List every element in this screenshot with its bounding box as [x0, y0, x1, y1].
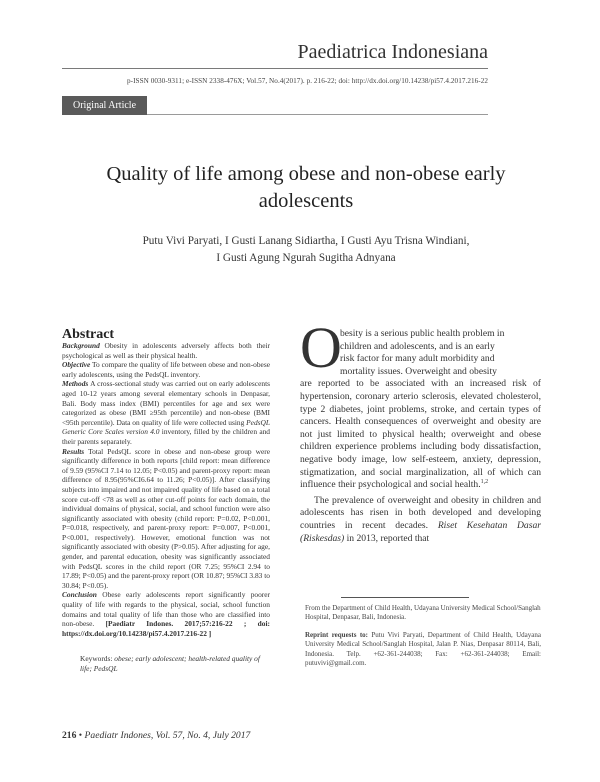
background-text: Obesity in adolescents adversely affects both their psychological as well as their physical health.	[62, 341, 270, 360]
keywords-label: Keywords:	[80, 654, 113, 663]
abstract-objective	[62, 360, 270, 379]
background-label: Background	[62, 341, 100, 350]
drop-cap: O	[300, 315, 342, 380]
badge-rule	[147, 114, 488, 115]
abstract-heading: Abstract	[62, 327, 115, 342]
dropcap-line-2: children and adolescents, and is an early	[340, 340, 495, 352]
body-paragraph-2-italic: Riset Kesehatan Dasar (Riskesdas)	[300, 519, 541, 544]
abstract-body	[62, 341, 270, 638]
footer-journal-ref: Paediatr Indones, Vol. 57, No. 4, July 2017	[84, 730, 251, 741]
objective-text: To compare the quality of life between obese and non-obese early adolescents, using the PedsQL inventory.	[62, 360, 270, 379]
author-list	[62, 233, 550, 267]
abstract-results	[62, 447, 270, 591]
article-type-badge: Original Article	[62, 96, 147, 115]
keywords-text: obese; early adolescent; health-related quality of life; PedsQL	[80, 654, 260, 673]
abstract-background	[62, 341, 270, 360]
reprint-text: Putu Vivi Paryati, Department of Child Health, Udayana University Medical School/Sanglah Hospital, Jalan P. Nias, Denpasar 80114, Bali, Indonesia. Telp. +62-361-244038; Fax: +62-361-244038; Email: putuvivi@gmail.com.	[305, 631, 541, 668]
issn-doi-line: p-ISSN 0030-9311; e-ISSN 2338-476X; Vol.57, No.4(2017). p. 216-22; doi: http://dx.doi.org/10.14238/pi57.4.2017.216-22	[127, 77, 488, 85]
affiliation-text: From the Department of Child Health, Udayana University Medical School/Sanglah Hospital, Denpasar, Bali, Indonesia.	[305, 604, 541, 622]
title-line-1: Quality of life among obese and non-obese early	[106, 163, 506, 185]
methods-label: Methods	[62, 379, 89, 389]
keywords	[80, 654, 260, 674]
body-column	[300, 328, 541, 545]
authors-line-1: Putu Vivi Paryati, I Gusti Lanang Sidiartha, I Gusti Ayu Trisna Windiani,	[142, 235, 470, 247]
methods-italic: PedsQL Generic Core Scales version 4.0	[62, 417, 270, 437]
footer-separator: •	[76, 730, 85, 741]
header-rule	[62, 68, 488, 69]
article-title	[62, 161, 550, 215]
abstract-methods	[62, 379, 270, 446]
page-footer	[62, 730, 250, 741]
authors-line-2: I Gusti Agung Ngurah Sugitha Adnyana	[216, 252, 396, 264]
title-line-2: adolescents	[258, 190, 354, 212]
page-number: 216	[62, 730, 77, 741]
body-paragraph-2	[300, 495, 541, 545]
body-paragraph-2-b: in 2013, reported that	[344, 532, 430, 544]
methods-text-b: inventory, filled by the children and their parents separately.	[62, 427, 271, 446]
body-paragraph-2-a: The prevalence of overweight and obesity in children and adolescents has risen in both developed and developing countries in recent decades.	[300, 494, 541, 531]
affiliation-rule	[341, 597, 469, 598]
journal-name: Paediatrica Indonesiana	[297, 41, 488, 63]
results-text: Total PedsQL score in obese and non-obese group were significantly difference in both reports [child report: mean difference of 9.59 (95%CI 7.14 to 12.05; P<0.05) and parent-proxy report: mean difference of 8.95(95%CI6.64 to 11.26; P<0.05)]. After classifying subjects into impaired and not impaired quality of life based on a total score cut-off <78 as well as other cut-off points for each domain, the individual domains of physical, social, and school function were also significantly associated with obesity (child report: P=0.02, P<0.001, P=0.018, respectively, and parent-proxy report: P=0.007, P<0.001, P<0.001, respectively). However, emotional function was not significantly associated with obesity (P>0.05). After adjusting for age, gender, and parental education, obesity was significantly associated with PedsQL scores in the child report (OR 7.25; 95%CI 2.94 to 17.89; P<0.05) and the parent-proxy report (OR 10.87; 95%CI 3.83 to 30.84; P<0.05).	[62, 446, 270, 590]
dropcap-line-4: mortality issues. Overweight and obesity	[340, 365, 497, 377]
objective-label: Objective	[62, 360, 91, 370]
reference-1-2: 1,2	[480, 478, 489, 485]
citation: [Paediatr Indones. 2017;57:216-22 ; doi: https://dx.doi.org/10.14238/pi57.4.2017.216-22 ]	[62, 619, 271, 638]
reprint-label: Reprint requests to:	[305, 631, 368, 639]
conclusion-text: Obese early adolescents report significantly poorer quality of life with regards to the physical, social, school function domains and total quality of life than those who are classified into non-obese.	[62, 590, 270, 629]
abstract-conclusion	[62, 590, 270, 638]
results-label: Results	[62, 446, 85, 456]
body-paragraph-1	[300, 328, 541, 492]
methods-text-a: A cross-sectional study was carried out on early adolescents aged 10-12 years among several elementary schools in Denpasar, Bali. Body mass index (BMI) percentiles for age and sex were categorized as obese (BMI ≥95th percentile) and non-obese (BMI <95th percentile). Data on quality of life were collected using	[62, 379, 270, 427]
reprint-requests	[305, 631, 541, 669]
body-paragraph-1-rest: are reported to be associated with an increased risk of hypertension, coronary arterio sclerosis, elevated cholesterol, type 2 diabetes, joint problems, stroke, and certain types of cancers. Health consequences of overweight and obesity are not just limited to physical health; overweight and obese children experience problems including body dissatisfaction, negative body image, low self-esteem, anxiety, depression, stigmatization, and social marginalization, all of which can influence their psychological and social health.	[300, 378, 541, 491]
conclusion-label: Conclusion	[62, 590, 97, 600]
dropcap-line-1: besity is a serious public health problem in	[340, 328, 505, 339]
dropcap-line-3: risk factor for many adult morbidity and	[340, 353, 495, 365]
